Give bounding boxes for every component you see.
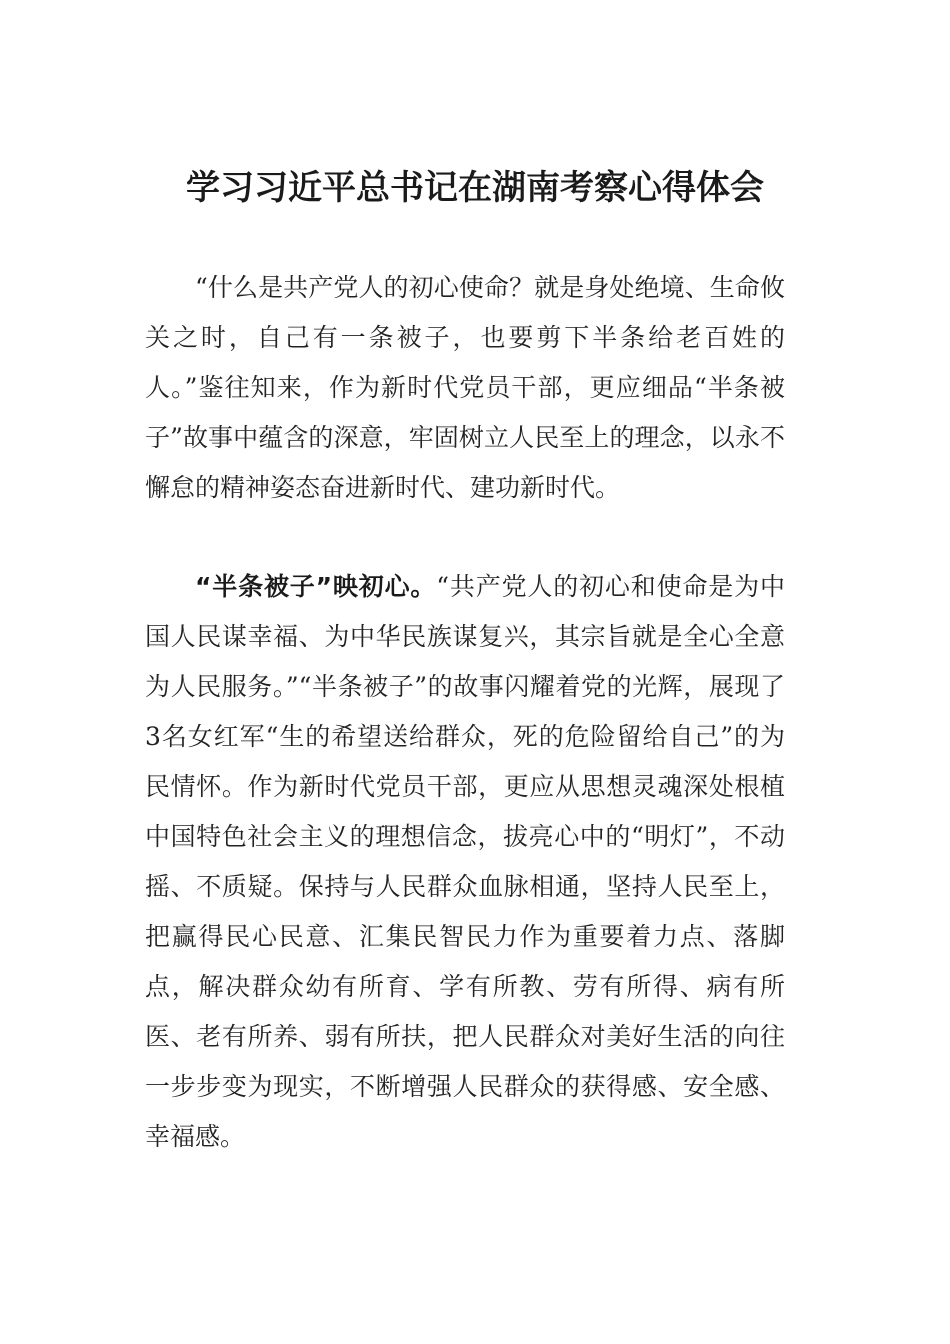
paragraph-intro-text: “什么是共产党人的初心使命？就是身处绝境、生命攸关之时，自己有一条被子，也要剪下半条给老百姓的人。”鉴往知来，作为新时代党员干部，更应细品“半条被子”故事中蕴含的深意，牢固树立人民至上的理念，以永不懈怠的精神姿态奋进新时代、建功新时代。 — [145, 273, 785, 502]
paragraph-intro — [145, 263, 785, 513]
paragraph-lead-heading: “半条被子”映初心。 — [195, 572, 437, 601]
document-title: 学习习近平总书记在湖南考察心得体会 — [186, 168, 764, 208]
paragraph-half-quilt-text: “共产党人的初心和使命是为中国人民谋幸福、为中华民族谋复兴，其宗旨就是全心全意为人民服务。”“半条被子”的故事闪耀着党的光辉，展现了3名女红军“生的希望送给群众，死的危险留给自己”的为民情怀。作为新时代党员干部，更应从思想灵魂深处根植中国特色社会主义的理想信念，拔亮心中的“明灯”，不动摇、不质疑。保持与人民群众血脉相通，坚持人民至上，把赢得民心民意、汇集民智民力作为重要着力点、落脚点，解决群众幼有所育、学有所教、劳有所得、病有所医、老有所养、弱有所扶，把人民群众对美好生活的向往一步步变为现实，不断增强人民群众的获得感、安全感、幸福感。 — [145, 572, 785, 1151]
paragraph-half-quilt — [145, 562, 785, 1162]
